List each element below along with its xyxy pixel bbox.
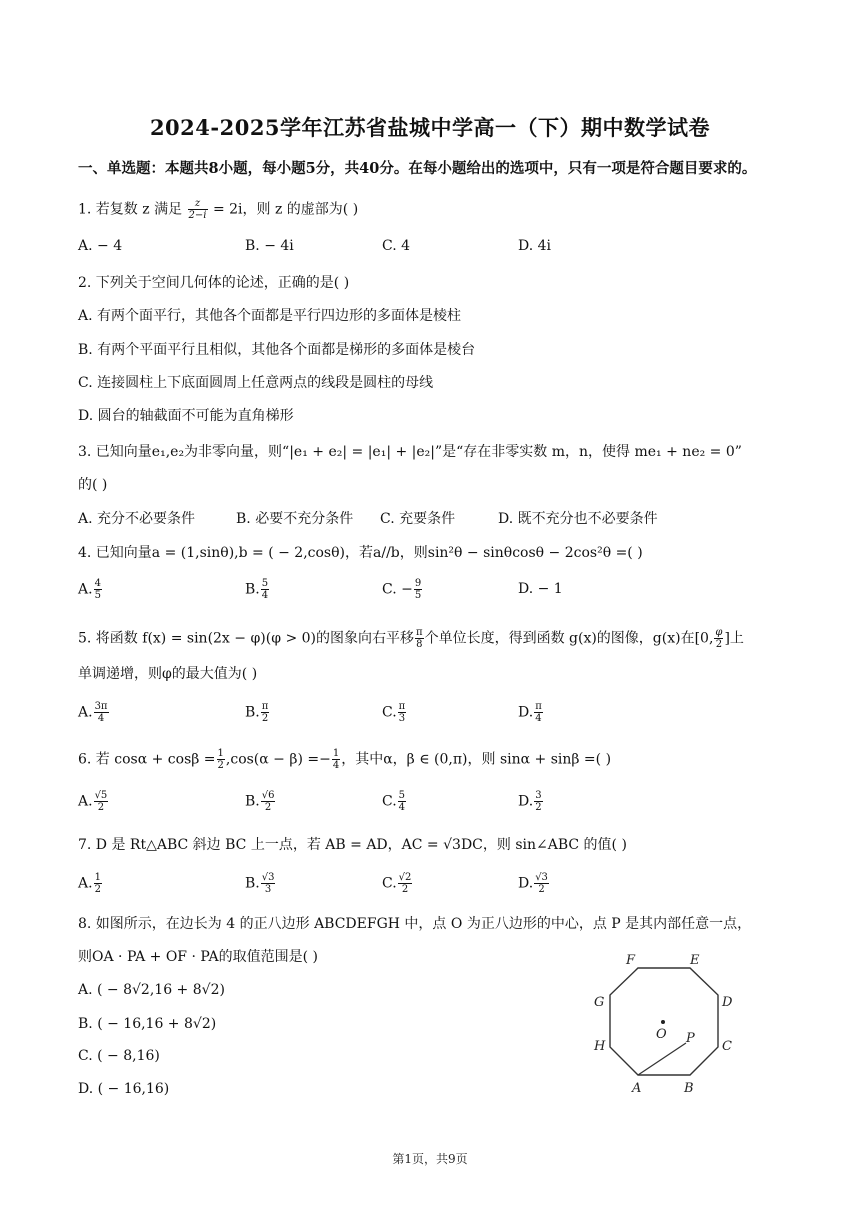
octagon-figure: [580, 950, 750, 1100]
question-3: 3. 已知向量e₁,e₂为非零向量，则“|e₁ + e₂| = |e₁| + |e₂|”是“存在非零实数 m，n，使得 me₁ + ne₂ = 0”: [78, 444, 742, 460]
q1-option-b[interactable]: B. − 4i: [245, 238, 294, 254]
q3-option-c[interactable]: C. 充要条件: [380, 511, 456, 527]
label-h: H: [594, 1039, 606, 1054]
label-d: D: [722, 995, 733, 1010]
label-p: P: [686, 1031, 695, 1046]
q2-option-c[interactable]: C. 连接圆柱上下底面圆周上任意两点的线段是圆柱的母线: [78, 375, 434, 391]
q4-option-c[interactable]: C. − $\frac{9}{5}$: [382, 578, 422, 601]
question-5-cont: 单调递增，则φ的最大值为( ): [78, 666, 258, 682]
q5-option-d[interactable]: D. $\frac{\pi}{4}$: [518, 701, 542, 724]
q2-option-a[interactable]: A. 有两个面平行，其他各个面都是平行四边形的多面体是棱柱: [78, 308, 462, 324]
q6-option-d[interactable]: D. $\frac{3}{2}$: [518, 790, 542, 813]
q3-option-b[interactable]: B. 必要不充分条件: [236, 511, 354, 527]
q5-option-a[interactable]: A. $\frac{3\pi}{4}$: [78, 701, 108, 724]
question-7: 7. D 是 Rt△ABC 斜边 BC 上一点，若 AB = AD，AC = √3DC，则 sin∠ABC 的值( ): [78, 837, 627, 853]
q6-option-a[interactable]: A. $\frac{√5}{2}$: [78, 790, 108, 813]
page-title: 2024-2025学年江苏省盐城中学高一（下）期中数学试卷: [149, 115, 711, 140]
question-5: 5. 将函数 f(x) = sin(2x − φ)(φ > 0)的图象向右平移 $\frac{\pi}{8}$ 个单位长度，得到函数 g(x)的图像，g(x)在[0, $\frac{\varphi}{2}$ ]上: [78, 627, 744, 650]
segment-ap: [638, 1043, 686, 1075]
center-point: [661, 1020, 665, 1024]
q1-option-a[interactable]: A. − 4: [78, 238, 123, 254]
question-1: 1. 若复数 z 满足 $\frac{z}{2-i}$ = 2i，则 z 的虚部为( ): [78, 198, 359, 221]
q2-option-d[interactable]: D. 圆台的轴截面不可能为直角梯形: [78, 408, 294, 424]
q1-option-c[interactable]: C. 4: [382, 238, 411, 254]
q1-option-d[interactable]: D. 4i: [518, 238, 552, 254]
q6-option-b[interactable]: B. $\frac{√6}{2}$: [245, 790, 275, 813]
q4-option-d[interactable]: D. − 1: [518, 581, 563, 597]
q7-option-a[interactable]: A. $\frac{1}{2}$: [78, 872, 101, 895]
question-8: 8. 如图所示，在边长为 4 的正八边形 ABCDEFGH 中，点 O 为正八边形的中心，点 P 是其内部任意一点，: [78, 916, 752, 932]
q6-option-c[interactable]: C. $\frac{5}{4}$: [382, 790, 406, 813]
fraction: $\frac{z}{2-i}$: [188, 198, 207, 221]
label-f: F: [626, 953, 636, 968]
question-8-cont: 则OA · PA + OF · PA的取值范围是( ): [78, 949, 318, 965]
q7-option-b[interactable]: B. $\frac{√3}{3}$: [245, 872, 275, 895]
q7-option-c[interactable]: C. $\frac{√2}{2}$: [382, 872, 412, 895]
question-2: 2. 下列关于空间几何体的论述，正确的是( ): [78, 275, 350, 291]
q4-option-a[interactable]: A. $\frac{4}{5}$: [78, 578, 101, 601]
label-o: O: [656, 1027, 667, 1042]
page-footer: 第1页，共9页: [392, 1152, 468, 1166]
q2-option-b[interactable]: B. 有两个平面平行且相似，其他各个面都是梯形的多面体是棱台: [78, 342, 476, 358]
q8-option-a[interactable]: A. ( − 8√2,16 + 8√2): [78, 982, 225, 998]
q5-option-c[interactable]: C. $\frac{\pi}{3}$: [382, 701, 406, 724]
label-c: C: [722, 1039, 732, 1054]
q3-option-d[interactable]: D. 既不充分也不必要条件: [498, 511, 658, 527]
label-a: A: [632, 1081, 642, 1096]
section-header: 一、单选题：本题共8小题，每小题5分，共40分。在每小题给出的选项中，只有一项是符合题目要求的。: [78, 160, 757, 177]
q3-option-a[interactable]: A. 充分不必要条件: [78, 511, 196, 527]
q5-option-b[interactable]: B. $\frac{\pi}{2}$: [245, 701, 269, 724]
question-3-cont: 的( ): [78, 477, 108, 493]
label-b: B: [684, 1081, 694, 1096]
question-6: 6. 若 cosα + cosβ = $\frac{1}{2}$ ,cos(α − β) =− $\frac{1}{4}$ ，其中α，β ∈ (0,π)，则 sinα + sinβ =( ): [78, 748, 612, 771]
q4-option-b[interactable]: B. $\frac{5}{4}$: [245, 578, 269, 601]
question-4: 4. 已知向量a = (1,sinθ),b = ( − 2,cosθ)，若a//b，则sin²θ − sinθcosθ − 2cos²θ =( ): [78, 545, 643, 561]
q7-option-d[interactable]: D. $\frac{√3}{2}$: [518, 872, 548, 895]
q8-option-d[interactable]: D. ( − 16,16): [78, 1081, 170, 1097]
label-e: E: [690, 953, 700, 968]
q8-option-c[interactable]: C. ( − 8,16): [78, 1048, 160, 1064]
label-g: G: [594, 995, 605, 1010]
q8-option-b[interactable]: B. ( − 16,16 + 8√2): [78, 1016, 217, 1032]
